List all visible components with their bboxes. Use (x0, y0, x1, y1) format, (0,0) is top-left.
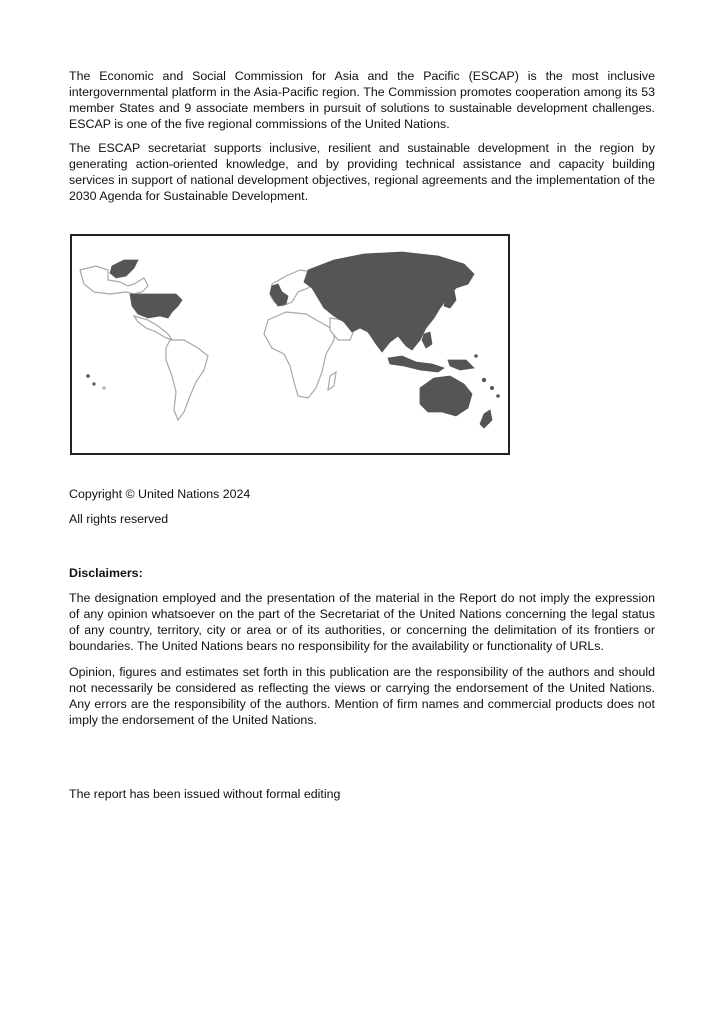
pacific-island-7 (103, 387, 105, 389)
pacific-island-4 (475, 355, 478, 358)
indonesia-shape (388, 356, 444, 372)
disclaimer-paragraph-opinion: Opinion, figures and estimates set forth in this publication are the responsibility of the authors and should not necessarily be considered as reflecting the views or carrying the endorsement of the United Nations. Any errors are the responsibility of the authors. Mention of firm names and commercial products does not imply the endorsement of the United Nations. (69, 665, 655, 727)
central-america-shape (134, 316, 172, 340)
new-guinea-shape (448, 360, 474, 370)
new-zealand-shape (480, 410, 492, 428)
escap-member-map (70, 234, 510, 455)
world-map-graphic (72, 236, 508, 453)
pacific-island-1 (482, 378, 486, 382)
disclaimers-heading: Disclaimers: (69, 566, 143, 580)
editing-note: The report has been issued without formal editing (69, 787, 341, 801)
greenland-shape (110, 260, 138, 278)
intro-section (69, 68, 655, 204)
pacific-island-3 (497, 395, 500, 398)
madagascar-shape (328, 372, 336, 390)
pacific-island-2 (490, 386, 493, 389)
disclaimers-section (69, 590, 655, 738)
pacific-island-5 (87, 375, 90, 378)
pacific-island-6 (93, 383, 95, 385)
disclaimer-paragraph-designation: The designation employed and the presentation of the material in the Report do not imply the expression of any opinion whatsoever on the part of the Secretariat of the United Nations concerning the legal status of any country, territory, city or area or of its authorities, or concerning the delimitation of its frontiers or boundaries. The United Nations bears no responsibility for the availability or functionality of URLs. (69, 591, 655, 653)
copyright-line: Copyright © United Nations 2024 (69, 487, 251, 501)
intro-paragraph-secretariat: The ESCAP secretariat supports inclusive, resilient and sustainable development in the region by generating action-oriented knowledge, and by providing technical assistance and capacity building services in support of national development objectives, regional agreements and the implementation of the 2030 Agenda for Sustainable Development. (69, 141, 655, 203)
rights-line: All rights reserved (69, 512, 169, 526)
intro-paragraph-escap: The Economic and Social Commission for Asia and the Pacific (ESCAP) is the most inclusive intergovernmental platform in the Asia-Pacific region. The Commission promotes cooperation among its 53 member States and 9 associate members in pursuit of solutions to sustainable development challenges. ESCAP is one of the five regional commissions of the United Nations. (69, 69, 655, 131)
australia-shape (420, 376, 472, 416)
usa-shape (130, 294, 182, 318)
philippines-shape (422, 332, 432, 348)
south-america-shape (166, 340, 208, 420)
africa-shape (264, 312, 334, 398)
